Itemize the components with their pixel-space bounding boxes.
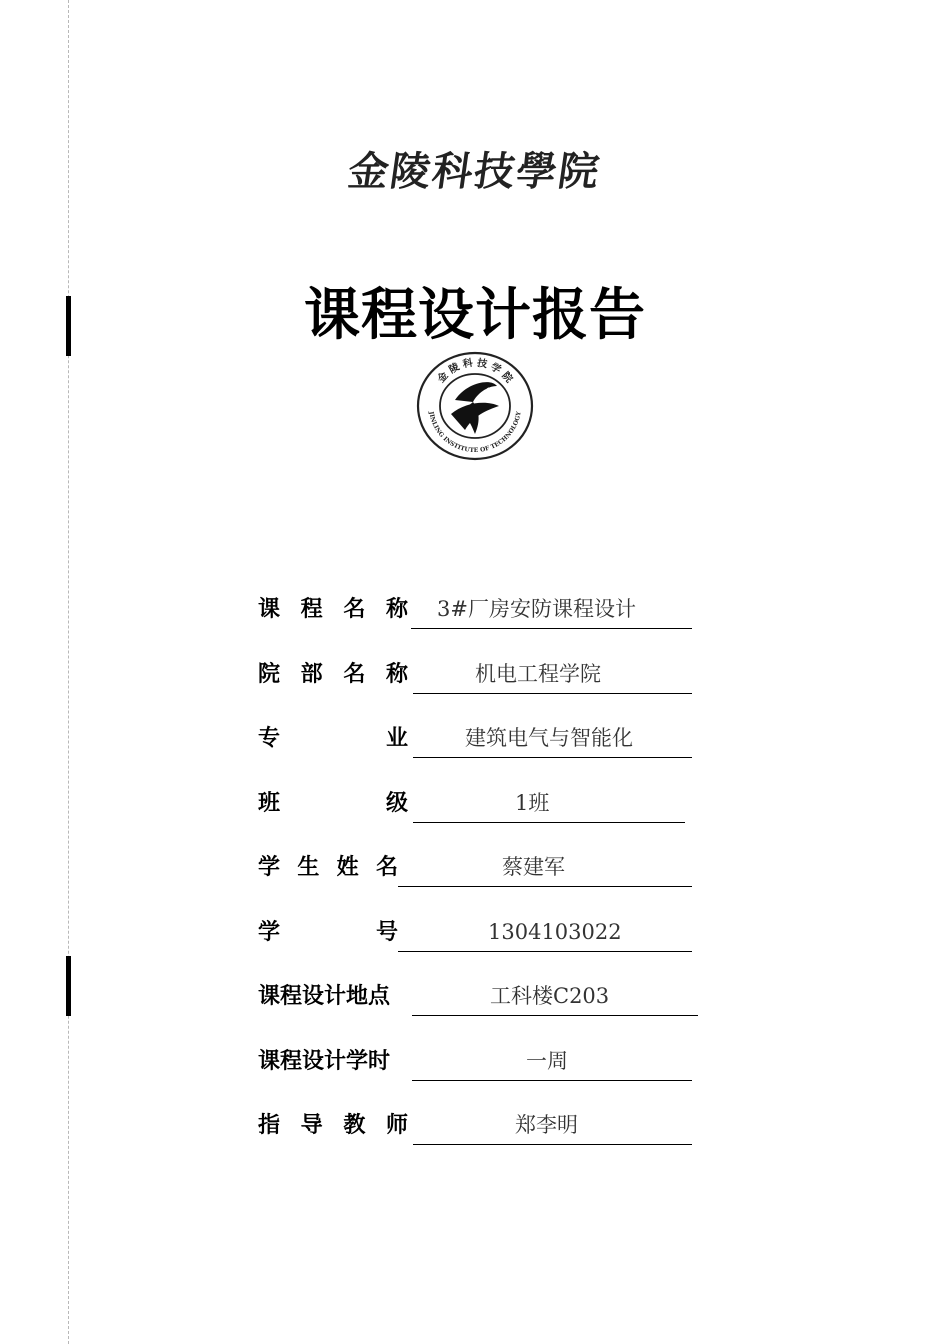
info-value-text: 3#厂房安防课程设计 xyxy=(437,597,636,621)
info-row-design-hours xyxy=(258,1042,718,1107)
info-label-char: 院 xyxy=(258,661,281,687)
info-value-text: 建筑电气与智能化 xyxy=(465,726,633,750)
info-row-design-location xyxy=(258,977,718,1042)
info-label-char: 生 xyxy=(297,855,320,880)
info-label-char: 课 xyxy=(258,597,281,622)
info-label-char: 师 xyxy=(385,1113,408,1138)
info-row-student-id xyxy=(258,913,718,978)
school-emblem-icon xyxy=(415,350,535,462)
info-value-text: 1班 xyxy=(515,790,550,815)
emblem-top-text: 金 陵 科 技 学 院 xyxy=(435,357,515,386)
info-label-char: 班 xyxy=(258,790,281,816)
info-value-design-location xyxy=(412,977,698,1016)
info-label-char: 名 xyxy=(343,661,366,687)
info-label-course-name xyxy=(258,592,408,628)
info-value-instructor xyxy=(413,1106,692,1145)
info-label-char: 名 xyxy=(375,855,398,880)
info-row-class xyxy=(258,784,718,849)
emblem-bottom-text: JINLING INSTITUTE OF TECHNOLOGY xyxy=(427,411,523,455)
report-info-form xyxy=(258,590,718,1171)
info-row-course-name xyxy=(258,590,718,655)
info-label-char: 姓 xyxy=(336,855,359,880)
info-value-student-id xyxy=(398,913,692,952)
info-value-text: 1304103022 xyxy=(488,919,622,944)
info-label-char: 号 xyxy=(375,919,398,945)
info-label-class xyxy=(258,786,408,822)
info-label-design-hours: 课程设计学时 xyxy=(258,1048,391,1074)
info-row-department xyxy=(258,655,718,720)
info-label-char: 业 xyxy=(385,726,408,751)
info-value-department xyxy=(413,655,692,694)
info-value-class xyxy=(413,784,685,823)
info-label-char: 指 xyxy=(258,1113,281,1138)
info-label-department xyxy=(258,657,408,693)
binding-mark-bottom xyxy=(66,956,71,1016)
info-label-design-location: 课程设计地点 xyxy=(258,984,391,1009)
info-value-course-name xyxy=(411,590,692,629)
info-value-text: 一周 xyxy=(526,1048,568,1073)
info-value-major xyxy=(413,719,692,758)
info-value-student-name xyxy=(398,848,692,887)
info-label-char: 级 xyxy=(385,790,408,816)
info-value-text: 蔡建军 xyxy=(502,855,565,879)
info-value-text: 工科楼C203 xyxy=(490,984,610,1008)
info-label-char: 学 xyxy=(258,855,281,880)
info-label-char: 教 xyxy=(343,1113,366,1138)
school-name-logo: 金陵科技學院 xyxy=(345,148,604,195)
info-label-student-id xyxy=(258,915,398,951)
info-row-instructor xyxy=(258,1106,718,1171)
info-label-char: 称 xyxy=(385,597,408,622)
info-label-major xyxy=(258,721,408,757)
binding-dashed-line xyxy=(68,0,69,1344)
info-label-char: 名 xyxy=(343,597,366,622)
info-label-student-name xyxy=(258,850,398,886)
info-label-char: 称 xyxy=(385,661,408,687)
info-label-char: 程 xyxy=(300,597,323,622)
info-value-text: 机电工程学院 xyxy=(475,661,601,686)
info-value-text: 郑李明 xyxy=(515,1113,578,1137)
info-row-student-name xyxy=(258,848,718,913)
info-label-instructor xyxy=(258,1108,408,1144)
info-label-char: 专 xyxy=(258,726,281,751)
info-row-major xyxy=(258,719,718,784)
info-label-char: 部 xyxy=(300,661,323,687)
info-label-char: 学 xyxy=(258,919,281,945)
report-title: 课程设计报告 xyxy=(304,283,646,348)
info-label-char: 导 xyxy=(300,1113,323,1138)
info-value-design-hours xyxy=(412,1042,692,1081)
